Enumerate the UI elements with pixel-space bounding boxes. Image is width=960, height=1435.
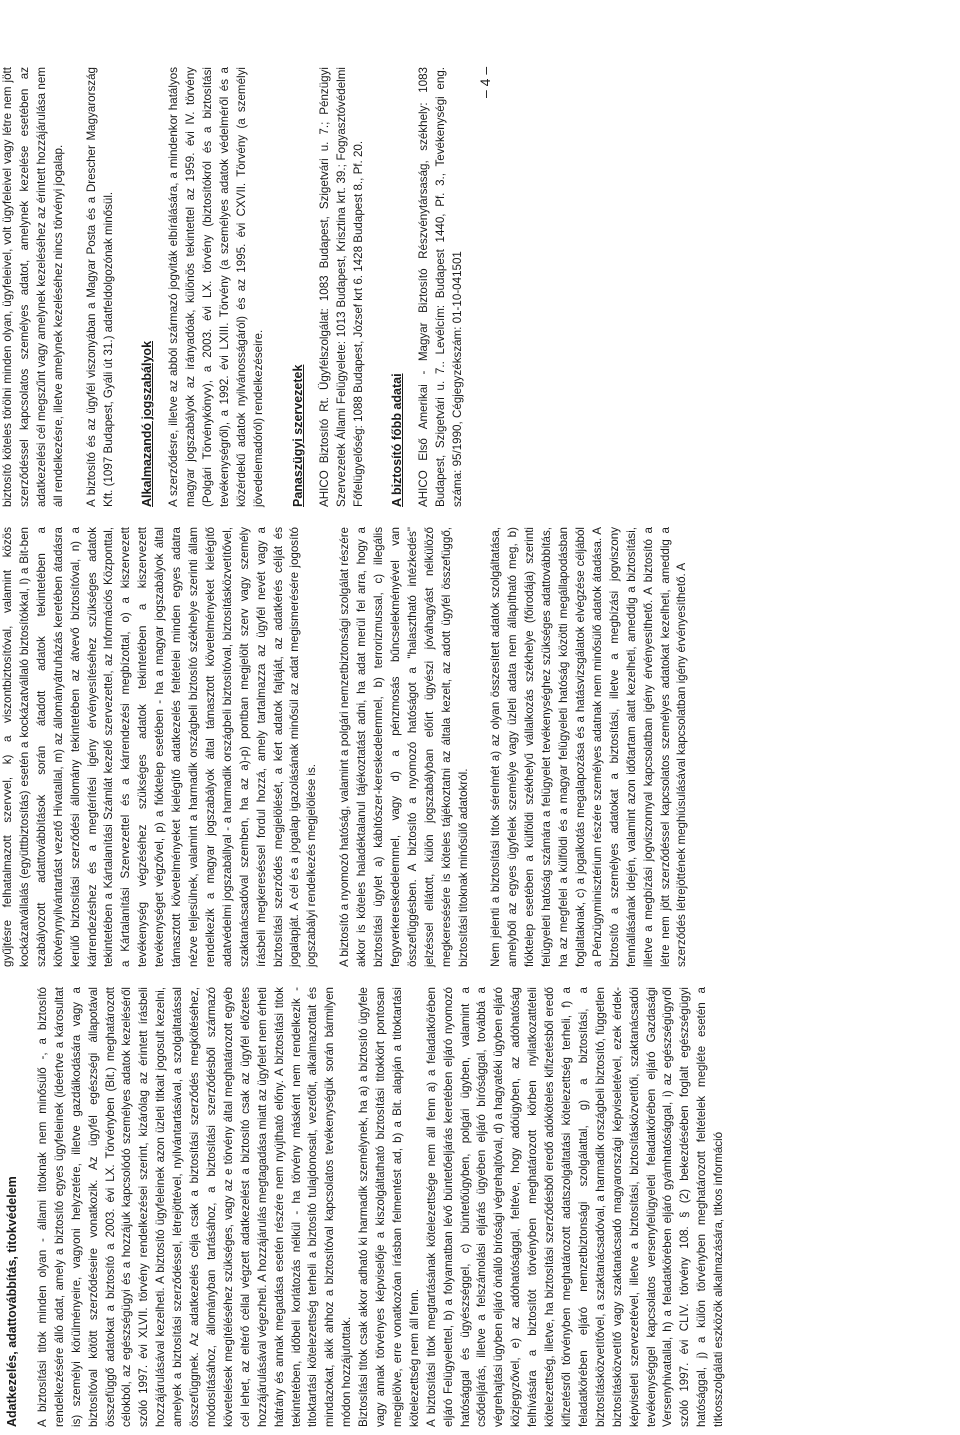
paragraph: A biztosítási titok megtartásának kötelezettsége nem áll fenn a) a feladatkörében eljáró Felügyelettel, b) a folyamatban lévő büntetőeljárás keretében eljáró nyomozó hatósággal és ügyészséggel, c) büntetőügyben, polgári ügyben, valamint a csődeljárás, illetve a felszámolási eljárás ügyében eljáró bírósággal, továbbá a végrehajtási ügyben eljáró önálló bírósági végrehajtóval, d) a hagyatéki ügyben eljáró közjegyzővel, e) az adóhatósággal, feltéve, hogy adóügyben, az adóhatóság felhívására a biztosítót törvényben meghatározott körben nyilatkozattételi kötelezettség, illetve, ha biztosítási szerződésből eredő adóköteles kifizetésből eredő kifizetésről törvényben meghatározott adatszolgáltatási kötelezettség terheli, f) a feladatkörében eljáró nemzetbiztonsági szolgálattal, g) a biztosítási, a biztosításközvetítővel, a szaktanácsadóval, a harmadik országbeli biztosító, független biztosításközvetítő vagy szaktanácsadó magyarországi képviseletével, ezek érdek-képviseleti szervezetével, illetve a biztosítási, biztosításközvetítői, szaktanácsadói tevékenységgel kapcsolatos versenyfelügyeleti feladatkörében eljáró Gazdasági Versenyhivatallal, h) a feladatkörében eljáró gyámhatósággal, i) az egészségügyről szóló 1997. évi CLIV. törvény 108. § (2) bekezdésében foglalt egészségügyi hatósággal, j) a külön törvényben meghatározott feltételek megléte esetén a titkosszolgálati eszközök alkalmazására, titkos információ	[424, 987, 726, 1427]
section-heading-data-handling: Adatkezelés, adattovábbítás, titokvédelem	[5, 1176, 19, 1427]
column-1	[0, 987, 728, 1427]
paragraph: Biztosítási titok csak akkor adható ki harmadik személynek, ha a) a biztosító ügyfele vagy annak törvényes képviselője a kiszolgáltatható biztosítási titokkört pontosan megjelölve, erre vonatkozóan írásban felmentést ad, b) a Bit. alapján a titoktartási kötelezettség nem áll fenn.	[357, 987, 421, 1427]
column-3	[0, 67, 467, 507]
section-heading-insurer-data: A biztosító főbb adatai	[390, 373, 405, 507]
paragraph: A biztosító és az ügyfél viszonyában a Magyar Posta és a Drescher Magyarország Kft. (1097 Budapest, Gyáli út 31.) adatfeldolgozónak minősül.	[84, 67, 115, 507]
paragraph: biztosító köteles törölni minden olyan, ügyfeleivel, volt ügyfeleivel vagy létre nem jött szerződéssel kapcsolatos személyes adatot, amelynek kezelése esetében az adatkezelési cél megszűnt vagy amelynek kezeléséhez az érintett hozzájárulása nem áll rendelkezésre, illetve amelynek kezeléséhez nincs törvényi jogalap.	[1, 67, 65, 507]
paragraph: A biztosító a nyomozó hatóság, valamint a polgári nemzetbiztonsági szolgálat részére akkor is köteles haladéktalanul tájékoztatást adni, ha adat merül fel arra, hogy a biztosítási ügylet a) kábítószer-kereskedelemmel, b) terrorizmussal, c) illegális fegyverkereskedelemmel, vagy d) a pénzmosás bűncselekményével van összefüggésben. A biztosító a nyomozó hatóságot a "halasztható intézkedés" jelzéssel ellátott, külön jogszabályban előírt ügyészi jóváhagyást nélkülöző megkeresésére is köteles tájékoztatni az általa kezelt, az adott ügyfél összefüggő, biztosítási titoknak minősülő adatokról.	[338, 527, 470, 967]
paragraph: A szerződésre, illetve az abból származó jogviták elbírálására, a mindenkor hatályos magyar jogszabályok az irányadóak, különös tekintettel az 1959. évi IV. törvény (Polgári Törvénykönyv), a 2003. évi LX. törvény (biztosítókról és a biztosítási tevékenységről), a 1992. évi LXIII. Törvény (a személyes adatok védelméről és a közérdekű adatok nyilvánosságáról) és az 1995. évi CXVII. Törvény (a személyi jövedelemadóról) rendelkezéseire.	[167, 67, 265, 507]
paragraph: gyűjtésre felhatalmazott szervvel, k) a viszontbiztosítóval, valamint közös kockázatvállalás (együttbiztosítás) esetén a kockázatvállaló biztosítókkal, l) a Bit-ben szabályozott adattovábbítások során átadott adatok tekintetében a kötvénynyilvántartást vezető Hivatallal, m) az állományátruházás keretében átadásra kerülő biztosítási szerződési állomány tekintetében az átvevő biztosítóval, n) a kárrendezéshez és a megtérítési igény érvényesítéséhez szükséges adatok tekintetében a Kártalanítási Számlát kezelő szervezettel, az Információs Központtal, a Kártalanítási Szervezettel és a kárrendezési megbízottal, o) a kiszervezett tevékenység végzéséhez szükséges adatok tekintetében a kiszervezett tevékenységet végzővel, p) a fióktelep esetében - ha a magyar jogszabályok által támasztott követelményeket kielégítő adatkezelés feltételei minden egyes adatra nézve teljesülnek, valamint a harmadik országbeli biztosító székhelye szerinti állam rendelkezik a magyar jogszabályok által támasztott követelményeket kielégítő adatvédelmi jogszabállyal - a harmadik országbeli biztosítóval, biztosításközvetítővel, szaktanácsadóval szemben, ha az a)-p) pontban megjelölt szerv vagy személy írásbeli megkereséssel fordul hozzá, amely tartalmazza az ügyfél nevét vagy a biztosítási szerződés megjelölését, a kért adatok fajtáját, az adatkérés célját és jogalapját. A cél és a jogalap igazolásának minősül az adat megismerésére jogosító jogszabályi rendelkezés megjelölése is.	[1, 527, 319, 967]
paragraph: AHICO Biztosító Rt. Ügyfélszolgálat: 1083 Budapest, Szigetvári u. 7.; Pénzügyi Szervezetek Állami Felügyelete: 1013 Budapest, Krisztina krt. 39.; Fogyasztóvédelmi Főfelügyelőség: 1088 Budapest, József krt 6. 1428 Budapest 8., Pf. 20.	[317, 67, 365, 507]
section-heading-complaints: Panaszügyi szervezetek	[290, 364, 305, 507]
paragraph: A biztosítási titok minden olyan - állami titoknak nem minősülő -, a biztosító rendelkezésére álló adat, amely a biztosító egyes ügyfeleinek (ideértve a károsultat is) személyi körülményeire, vagyoni helyzetére, illetve gazdálkodására vagy a biztosítóval kötött szerződéseire vonatkozik. Az ügyfél egészségi állapotával összefüggő adatokat a biztosító a 2003. évi LX. Törvényben (Bit.) meghatározott célokból, az egészségügyi és a hozzájuk kapcsolódó személyes adatok kezeléséről szóló 1997. évi XLVII. törvény rendelkezései szerint, kizárólag az érintett írásbeli hozzájárulásával kezelheti. A biztosító ügyfeleinek azon üzleti titkait jogosult kezelni, amelyek a biztosítási szerződéssel, létrejöttével, nyilvántartásával, a szolgáltatással összefüggnek. Az adatkezelés célja csak a biztosítási szerződés megkötéséhez, módosításához, állományban tartásához, a biztosítási szerződésből származó követelések megítéléséhez szükséges, vagy az e törvény által meghatározott egyéb cél lehet, az eltérő céllal végzett adatkezelést a biztosító csak az ügyfél előzetes hozzájárulásával végezheti. A hozzájárulás megtagadása miatt az ügyfelet nem érheti hátrány és annak megadása esetén részére nem nyújtható előny. A biztosítási titok tekintetében, időbeli korlátozás nélkül - ha törvény másként nem rendelkezik - titoktartási kötelezettség terheli a biztosító tulajdonosait, vezetőit, alkalmazottait és mindazokat, akik ahhoz a biztosítóval kapcsolatos tevékenységük során bármilyen módon hozzájutottak.	[35, 987, 354, 1427]
section-heading-applicable-law: Alkalmazandó jogszabályok	[140, 340, 155, 507]
paragraph: Nem jelenti a biztosítási titok sérelmét a) az olyan összesített adatok szolgáltatása, amelyből az egyes ügyfelek személye vagy üzleti adata nem állapítható meg, b) fióktelep esetében a külföldi székhelyű vállalkozás székhelye (főirodája) szerinti felügyeleti hatóság számára a felügyelet tevékenységhez szükséges adattovábbítás, ha az megfelel a külföldi és a magyar felügyeleti hatóság közötti megállapodásban foglaltaknak, c) a jogalkotás megalapozása és a hatásvizsgálatok elvégzése céljából a Pénzügyminisztérium részére személyes adatnak nem minősülő adatok átadása. A biztosító a személyes adatokat a biztosítási, illetve a megbízási jogviszony fennállásának idején, valamint azon időtartam alatt kezelheti, ameddig a biztosítási, illetve a megbízási jogviszonnyal kapcsolatban igény érvényesíthető. A biztosító a létre nem jött szerződéssel kapcsolatos személyes adatokat kezelheti, ameddig a szerződés létrejöttének meghiúsulásával kapcsolatban igény érvényesíthető. A	[489, 527, 689, 967]
column-2	[0, 527, 691, 967]
page-number: – 4 –	[477, 66, 493, 98]
paragraph: AHICO Első Amerikai - Magyar Biztosító Részvénytársaság, székhely: 1083 Budapest, Szigetvári u. 7.. Levélcím: Budapest 1440, Pf. 3., Tevékenységi eng. száma: 95/1990, Cégjegyzékszám: 01-10-041501	[417, 67, 465, 507]
